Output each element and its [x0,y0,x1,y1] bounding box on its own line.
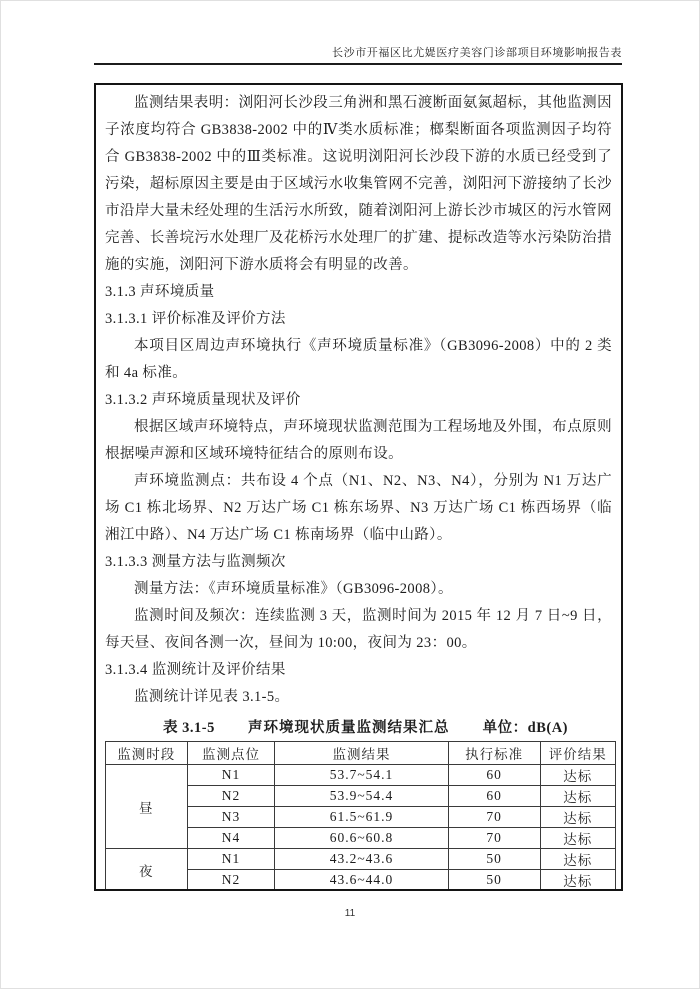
table-cell: 达标 [540,786,616,807]
paragraph-standard: 本项目区周边声环境执行《声环境质量标准》（GB3096-2008）中的 2 类和 4a 标准。 [105,338,612,381]
table-cell: 60 [448,765,540,786]
table-cell: N4 [187,828,275,849]
heading-3-1-3-4: 3.1.3.4 监测统计及评价结果 [105,662,286,678]
table-cell: 43.6~44.0 [275,870,448,891]
table-cell: 43.2~43.6 [275,849,448,870]
table-cell: 达标 [540,828,616,849]
table-cell: 61.5~61.9 [275,807,448,828]
heading-3-1-3-2: 3.1.3.2 声环境质量现状及评价 [105,392,301,408]
column-header-standard: 执行标准 [448,742,540,765]
table-cell: 达标 [540,870,616,891]
table-unit: 单位：dB(A) [482,719,568,736]
table-cell: 70 [448,807,540,828]
table-cell: 达标 [540,765,616,786]
page-number: 11 [344,908,356,919]
period-cell-night: 夜 [106,849,188,891]
table-cell: 达标 [540,807,616,828]
table-cell: 53.7~54.1 [275,765,448,786]
table-cell: N1 [187,765,275,786]
table-row [106,765,616,786]
column-header-point: 监测点位 [187,742,275,765]
noise-monitoring-table [105,741,616,891]
table-cell: N1 [187,849,275,870]
paragraph-see-table: 监测统计详见表 3.1-5。 [134,689,290,705]
table-cell: 50 [448,849,540,870]
content-box [94,83,623,891]
period-cell-day: 昼 [106,765,188,849]
table-cell: 53.9~54.4 [275,786,448,807]
page-header-title: 长沙市开福区比尤媞医疗美容门诊部项目环境影响报告表 [332,47,622,59]
table-caption [105,711,612,741]
table-label: 表 3.1-5 [163,719,215,736]
table-cell: 50 [448,870,540,891]
table-cell: N2 [187,870,275,891]
header-divider [94,63,622,65]
table-cell: 60.6~60.8 [275,828,448,849]
table-title: 声环境现状质量监测结果汇总 [247,719,450,736]
heading-3-1-3-3: 3.1.3.3 测量方法与监测频次 [105,554,286,570]
column-header-evaluation: 评价结果 [540,742,616,765]
paragraph-frequency: 监测时间及频次：连续监测 3 天，监测时间为 2015 年 12 月 7 日~9 日，每天昼、夜间各测一次，昼间为 10:00，夜间为 23：00。 [105,608,612,651]
table-cell: 70 [448,828,540,849]
table-cell: 达标 [540,849,616,870]
table-cell: N3 [187,807,275,828]
paragraph-monitor-points: 声环境监测点：共布设 4 个点（N1、N2、N3、N4），分别为 N1 万达广场 C1 栋北场界、N2 万达广场 C1 栋东场界、N3 万达广场 C1 栋西场界（临湘江中路）、N4 万达广场 C1 栋南场界（临中山路）。 [105,473,612,543]
heading-3-1-3: 3.1.3 声环境质量 [105,284,215,300]
table-header-row [106,742,616,765]
table-row [106,849,616,870]
column-header-result: 监测结果 [275,742,448,765]
heading-3-1-3-1: 3.1.3.1 评价标准及评价方法 [105,311,286,327]
table-cell: 60 [448,786,540,807]
column-header-period: 监测时段 [106,742,188,765]
paragraph-method: 测量方法：《声环境质量标准》（GB3096-2008）。 [134,581,453,597]
paragraph-water-result: 监测结果表明：浏阳河长沙段三角洲和黑石渡断面氨氮超标，其他监测因子浓度均符合 GB3838-2002 中的Ⅳ类水质标准；榔梨断面各项监测因子均符合 GB3838-2002 中的Ⅲ类标准。这说明浏阳河长沙段下游的水质已经受到了污染，超标原因主要是由于区域污水收集管网不完善，浏阳河下游接纳了长沙市沿岸大量未经处理的生活污水所致，随着浏阳河上游长沙市城区的污水管网完善、长善垸污水处理厂及花桥污水处理厂的扩建、提标改造等水污染防治措施的实施，浏阳河下游水质将会有明显的改善。 [105,95,612,273]
table-cell: N2 [187,786,275,807]
paragraph-scope: 根据区域声环境特点，声环境现状监测范围为工程场地及外围，布点原则根据噪声源和区域环境特征结合的原则布设。 [105,419,612,462]
